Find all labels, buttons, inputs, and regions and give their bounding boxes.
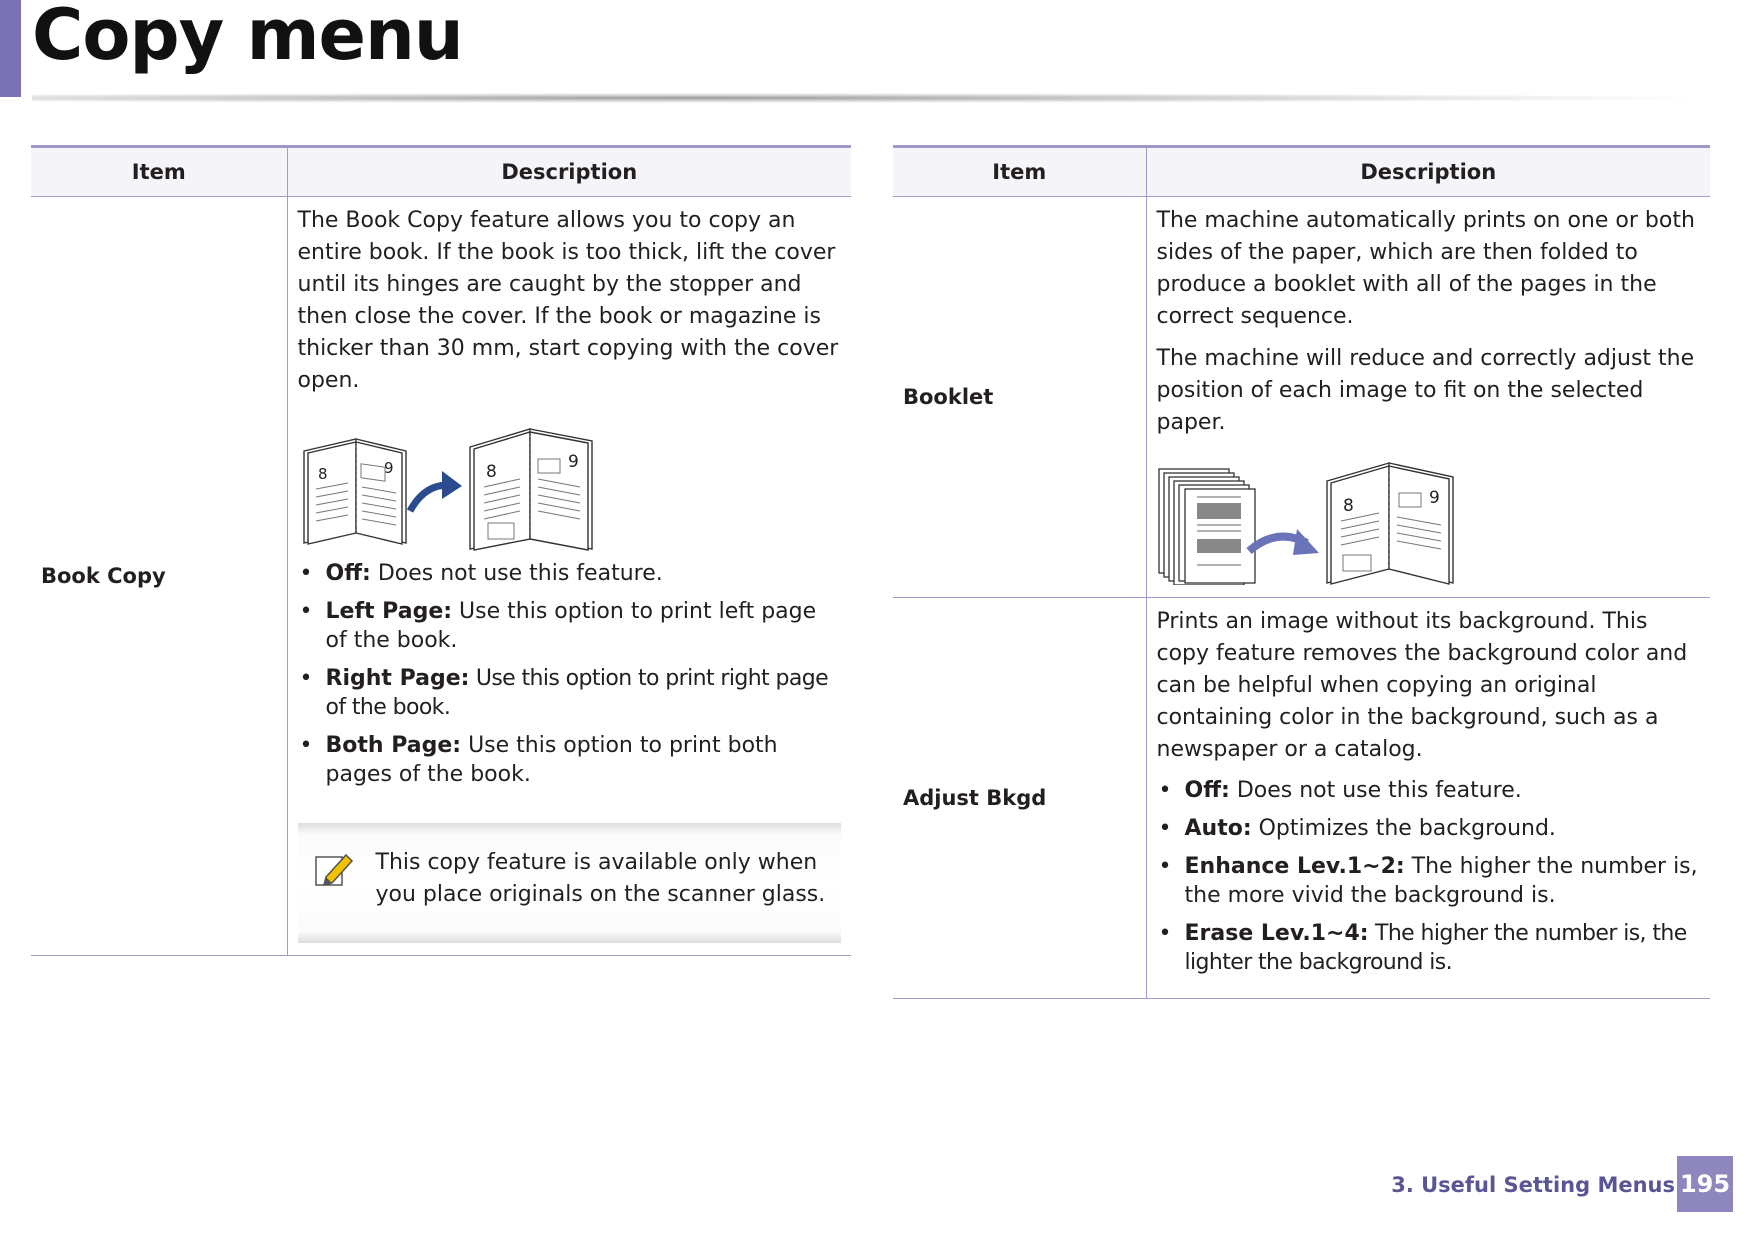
description-column-header: Description: [1146, 147, 1710, 197]
note-text: This copy feature is available only when you place originals on the scanner glass.: [375, 850, 826, 907]
booklet-illustration: [1157, 457, 1467, 585]
adjust-bkgd-options: [1157, 776, 1701, 977]
left-menu-table: [31, 145, 851, 956]
option-label: Both Page:: [325, 733, 462, 758]
note-pencil-icon: [312, 851, 354, 891]
description-cell: [287, 197, 851, 956]
item-column-header: Item: [31, 147, 287, 197]
description-text: The machine automatically prints on one or both sides of the paper, which are then folded to produce a booklet with all of the pages in the correct sequence.: [1156, 208, 1695, 329]
list-item: [298, 664, 842, 722]
page-title: Copy menu: [32, 0, 463, 76]
table-header-row: [31, 147, 851, 197]
list-item: [298, 597, 842, 655]
option-text: Optimizes the background.: [1251, 816, 1556, 841]
svg-text:9: 9: [1428, 488, 1440, 508]
description-text: The machine will reduce and correctly adjust the position of each image to fit on the selected paper.: [1156, 346, 1695, 435]
option-text: The higher the number is, the more vivid the background is.: [1184, 854, 1698, 908]
svg-text:8: 8: [485, 462, 497, 482]
option-label: Enhance Lev.1~2:: [1184, 854, 1405, 879]
svg-text:9: 9: [567, 452, 579, 472]
note-box: [298, 823, 842, 943]
item-name: Booklet: [893, 197, 1146, 598]
description-cell: [1146, 197, 1710, 598]
title-accent-bar: [0, 0, 21, 97]
option-text: Does not use this feature.: [370, 561, 663, 586]
list-item: [1157, 852, 1701, 910]
footer-section-name: 3. Useful Setting Menus: [1391, 1173, 1675, 1197]
option-label: Erase Lev.1~4:: [1184, 921, 1369, 946]
list-item: [298, 731, 842, 789]
svg-text:9: 9: [383, 459, 394, 477]
description-text: Prints an image without its background. This copy feature removes the background color and can be helpful when copying an original containing color in the background, such as a newspaper or a catalog.: [1156, 609, 1688, 762]
option-label: Off:: [325, 561, 371, 586]
description-cell: [1146, 598, 1710, 999]
option-label: Right Page:: [325, 666, 470, 691]
table-header-row: [893, 147, 1710, 197]
option-label: Off:: [1184, 778, 1230, 803]
table-row-book-copy: [31, 197, 851, 956]
table-row-adjust-bkgd: [893, 598, 1710, 999]
right-menu-table: [893, 145, 1710, 999]
table-row-booklet: [893, 197, 1710, 598]
svg-text:8: 8: [1342, 496, 1354, 516]
list-item: [1157, 919, 1701, 977]
item-column-header: Item: [893, 147, 1146, 197]
option-label: Left Page:: [325, 599, 453, 624]
book-copy-options: [298, 559, 842, 789]
list-item: [1157, 814, 1701, 843]
description-column-header: Description: [287, 147, 851, 197]
list-item: [298, 559, 842, 588]
option-label: Auto:: [1184, 816, 1252, 841]
option-text: Use this option to print left page of the book.: [325, 599, 817, 653]
item-name: Adjust Bkgd: [893, 598, 1146, 999]
item-name: Book Copy: [31, 197, 287, 956]
option-text: Use this option to print both pages of the book.: [325, 733, 778, 787]
option-text: Does not use this feature.: [1229, 778, 1522, 803]
description-text: The Book Copy feature allows you to copy an entire book. If the book is too thick, lift the cover until its hinges are caught by the stopper and then close the cover. If the book or magazine is thicker than 30 mm, start copying with the cover open.: [297, 208, 839, 393]
option-text: The higher the number is, the lighter the background is.: [1184, 921, 1687, 975]
title-divider: [32, 93, 1692, 103]
book-copy-illustration: [298, 423, 608, 551]
svg-text:8: 8: [317, 465, 328, 483]
page-number-badge: 195: [1677, 1156, 1733, 1212]
option-text: Use this option to print right page of the book.: [325, 666, 828, 720]
list-item: [1157, 776, 1701, 805]
